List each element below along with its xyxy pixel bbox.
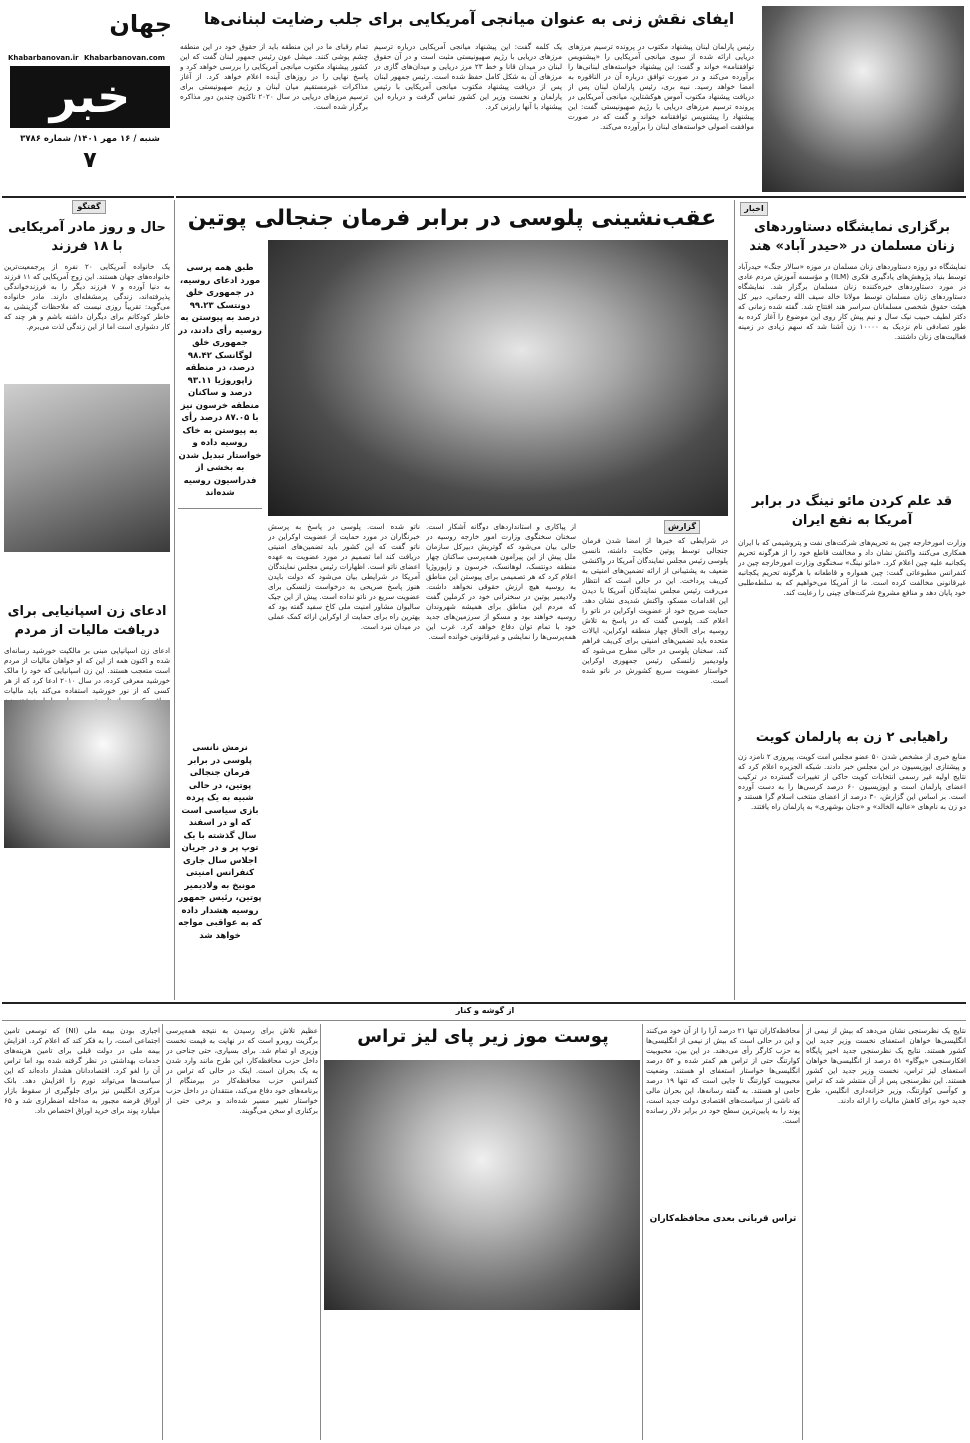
top-story-col-3: تمام رقبای ما در این منطقه باید از حقوق خود در این منطقه چشم پوشی کنند. میشل عون رئیس جمهور لبنان گفت که این کشور پیشنهاد مکتوب میانجی آمریکایی را بررسی خواهد کرد و پاسخ نهایی را در روزهای آینده اعلام خواهد کرد. از آغاز مذاکرات غیرمستقیم میان لبنان و رژیم صهیونیستی برای ترسیم مرزهای دریایی در سال ۲۰۲۰ تاکنون چندین دور مذاکره برگزار شده است.: [180, 42, 368, 111]
left-story2-text: وزارت امورخارجه چین به تحریم‌های شرکت‌های نفت و پتروشیمی که با ایران همکاری می‌کنند واکنش نشان داد و مخالفت قاطع خود را از هرگونه تحریم یکجانبه علیه چین اعلام کرد. «مائو نینگ» سخنگوی وزارت امورخارجه چین در کنفرانس مطبوعاتی گفت: چین همواره و قاطعانه با هرگونه تحریم یکجانبه غیرقانونی مخالفت کرده است. ما از آمریکا می‌خواهیم که به سلطه‌طلبی خود پایان دهد و منافع مشروع شرکت‌های چینی را رعایت کند.: [738, 538, 966, 597]
bottom-story-title: پوست موز زیر پای لیز تراس: [357, 1026, 609, 1047]
divider: [162, 1024, 163, 1440]
masthead-section: جهان: [109, 10, 172, 38]
left-story1-title: برگزاری نمایشگاه دستاوردهای زنان مسلمان در «حیدر آباد» هند: [749, 220, 955, 254]
family-photo: [4, 384, 170, 552]
left-story3-title: راهیابی ۲ زن به پارلمان کویت: [755, 730, 949, 745]
right-story1-title: حال و روز مادر آمریکایی با ۱۸ فرزند: [8, 220, 166, 254]
section-tag-corners: از گوشه و کنار: [455, 1006, 515, 1015]
logo: خبر: [10, 66, 170, 128]
top-story-col-1: رئیس پارلمان لبنان پیشنهاد مکتوب در پرونده ترسیم مرزهای دریایی ارائه شده از سوی میانجی آمریکایی را «پیشنویس توافقنامه» خواند و گفت: این پیشنهاد خواسته‌های لبنانی‌ها را برآورده می‌کند و در صورت توافق درباره آن در الناقوره به امضا خواهد رسید. نبیه بری، رئیس پارلمان لبنان پس از دریافت پیشنهاد مکتوب آموس هوکشتاین، میانجی آمریکایی در پرونده ترسیم مرزهای دریایی با رژیم صهیونیستی گفت: این پیشنهاد را پیشنویس توافقنامه خواند و گفت که در صورت موافقت اصولی خواسته‌های لبنان را برآورده می‌کند.: [568, 42, 754, 131]
right-story2-text: ادعای زن اسپانیایی مبنی بر مالکیت خورشید رسانه‌ای شده و اکنون همه از این که او خواهان مالیات از مردم است متعجب هستند. این زن اسپانیایی که خود را مالک خورشید معرفی کرده، در سال ۲۰۱۰ ادعا کرد که از هر کسی که از نور خورشید استفاده می‌کند باید مالیات: [4, 646, 170, 695]
spanish-woman-photo: [4, 700, 170, 848]
truss-photo: [324, 1060, 640, 1310]
divider: [2, 196, 174, 198]
top-story-photo: [762, 6, 964, 192]
divider: [320, 1024, 321, 1440]
masthead-site-right[interactable]: Khabarbanovan.com: [84, 54, 166, 62]
divider: [174, 200, 175, 1000]
left-story1-text: نمایشگاه دو روزه دستاوردهای زنان مسلمان در موزه «سالار جنگ» حیدرآباد توسط بنیاد پژوهش‌های یادگیری فکری (ILM) و مؤسسه آموزش مردم عادی در مورد دستاوردهای خیره‌کننده زنان مسلمان برگزار شد. نمایشگاه دستاوردهای زنان مسلمان توسط مولانا خالد سیف الله رحمانی، دبیر کل هیئت حقوق شخصی مسلمانان سراسر هند افتتاح شد. گفته شده زمانی که دکتر لطیف حبیب نیک سال و نیم پیش کار روی این موضوع را آغاز کرده به طور تصادفی نام نزدیک به ۱۰۰۰۰ زن آشنا شد که سهم زیادی در زمینه فعالیت‌های زنان داشتند.: [738, 262, 966, 341]
left-story2-title: قد علم کردن مائو نینگ در برابر آمریکا به نفع ایران: [751, 494, 953, 528]
section-tag-talk: گفتگو: [72, 200, 106, 214]
masthead-site-left[interactable]: Khabarbanovan.ir: [8, 54, 79, 62]
right-story1-more: [4, 556, 170, 596]
bottom-col-3: عظیم تلاش برای رسیدن به نتیجه همه‌پرسی برگزیت روبرو است که در نهایت به قیمت نخست وزیری او تمام شد. برای بسیاری، حتی جناحی در داخل حزب محافظه‌کار، این طرح مانند وارد شدن به یک بحران است. اینک در حالی که تراس در کنفرانس حزب محافظه‌کار در بیرمنگام از برنامه‌های خود دفاع می‌کند، منتقدان در داخل حزب خواستار تغییر مسیر شده‌اند و برخی حتی از برکناری او سخن می‌گویند.: [166, 1026, 318, 1115]
left-story3-text: منابع خبری از مشخص شدن ۵۰ عضو مجلس امت کویت، پیروزی ۲ نامزد زن و پیشتازی اپوزیسیون در این مجلس خبر دادند. شبکه الجزیره اعلام کرد که نتایج اولیه غیر رسمی انتخابات کویت حاکی از تغییرات گسترده در ترکیب اعضای پارلمان است و اپوزیسیون ۶۰ درصد کرسی‌ها را به دست آورده است. بر اساس این گزارش، ۳۰ درصد از اعضای منتخب اسلام گرا هستند و دو زن به نام‌های «عالیه الخالد» و «جنان بوشهری» به پارلمان راه یافتند.: [738, 752, 966, 811]
top-story-title: ایفای نقش زنی به عنوان میانجی آمریکایی برای جلب رضایت لبنانی‌ها: [203, 10, 735, 28]
bottom-col-1: نتایج یک نظرسنجی نشان می‌دهد که بیش از نیمی از انگلیسی‌ها خواهان استعفای نخست وزیر جدید این کشور هستند. نتایج یک نظرسنجی جدید اخیر پایگاه افکارسنجی «یوگاو» ۵۱ درصد از انگلیسی‌ها خواهان استعفای لیز تراس، نخست وزیر جدید این کشور هستند. این نظرسنجی پس از آن منتشر شد که تراس و کوآسی کوارتنگ، وزیر خزانه‌داری انگلیس، طرح جدید خود برای کاهش مالیات را ارائه دادند.: [806, 1026, 966, 1105]
right-story2-title: ادعای زن اسپانیایی برای دریافت مالیات از مردم: [7, 604, 167, 638]
main-pullquote-2: نرمش نانسی پلوسی در برابر فرمان جنجالی پوتین، در حالی شبیه به یک پرده بازی سیاسی است که او در اسفند سال گذشته با یک توپ پر و در جریان اجلاس سال جاری کنفرانس امنیتی مونیخ به ولادیمیر پوتین، رئیس جمهور روسیه هشدار داده که به عواقبی مواجه خواهد شد: [178, 743, 262, 941]
divider: [2, 1002, 966, 1004]
divider: [642, 1024, 643, 1440]
main-story-col-1: در شرایطی که خبرها از امضا شدن فرمان جنجالی توسط پوتین حکایت داشته، نانسی پلوسی رئیس مجلس نمایندگان آمریکا در واکنشی ضعیف به پشتیبانی از ارائه تضمین‌های امنیتی به کی‌یف پرداخت. این در حالی است که انتظار می‌رفت رئیس مجلس نمایندگان آمریکا با دیدن این اقدامات مسکو، واکنش شدیدی نشان دهد. حمایت صریح خود از عضویت اوکراین در ناتو را اعلام کند. پلوسی گفت که در پاسخ به تلاش روسیه برای الحاق چهار منطقه اوکراین، ایالات متحده باید تضمین‌های امنیتی برای کی‌یف فراهم کند. سخنان پلوسی در حالی مطرح می‌شود که ولودیمیر زلنسکی رئیس جمهوری اوکراین خواستار عضویت سریع کشورش در ناتو شده است.: [582, 536, 728, 685]
main-story-photo: [268, 240, 728, 516]
bottom-col-2: محافظه‌کاران تنها ۲۱ درصد آرا را از آن خود می‌کنند و این در حالی است که بیش از نیمی از انگلیسی‌ها به حزب کارگر رأی می‌دهند. در این بین، محبوبیت کوارتنگ حتی از تراس هم کمتر شده و ۵۴ درصد انگلیسی‌ها خواستار استعفای او هستند. وضعیت محبوبیت کوارتنگ تا جایی است که تنها ۱۹ درصد حامی او هستند. به گفته رسانه‌ها، این بحران مالی که ناشی از سیاست‌های اقتصادی دولت جدید است، پوند را به پایین‌ترین سطح خود در برابر دلار رسانده است.: [646, 1026, 800, 1125]
section-tag-news: اخبار: [740, 202, 768, 216]
issue-date: شنبه / ۱۶ مهر ۱۴۰۱/ شماره ۳۷۸۶: [20, 134, 160, 144]
main-story-col-2: از پیاکاری و استانداردهای دوگانه آشکار است. سخنان سخنگوی وزارت امور خارجه روسیه در حالی بیان می‌شود که گوتریش دبیرکل سازمان ملل پیش از این پیرامون همه‌پرسی ساکنان چهار منطقه دونتسک، لوهانسک، خرسون و زاپوروژیا اعلام کرد که هر تصمیمی برای پیوستن این مناطق به روسیه هیچ ارزش حقوقی نخواهد داشت. ولادیمیر پوتین در سخنرانی خود در کرملین گفت که مردم این مناطق برای همیشه شهروندان روسیه خواهند بود و مسکو از سرزمین‌های جدید خود با تمام توان دفاع خواهد کرد. غرب این همه‌پرسی‌ها را نمایشی و غیرقانونی خوانده است.: [426, 522, 576, 641]
divider: [178, 508, 262, 509]
main-story-col-3: ناتو شده است. پلوسی در پاسخ به پرسش خبرنگاران در مورد حمایت از عضویت اوکراین در ناتو گفت که این کشور باید تضمین‌های امنیتی دریافت کند اما تصمیم در مورد عضویت به عهده اعضای ناتو است. اظهارات رئیس مجلس نمایندگان آمریکا در شرایطی بیان می‌شود که دولت بایدن هنوز پاسخ صریحی به درخواست زلنسکی برای عضویت سریع در ناتو نداده است. پیش از این جیک سالیوان مشاور امنیت ملی کاخ سفید گفته بود که بهترین راه برای حمایت از اوکراین ارائه کمک عملی در میدان نبرد است.: [268, 522, 420, 631]
page-number: ۷: [83, 148, 97, 173]
divider: [176, 196, 966, 198]
divider: [2, 1020, 966, 1021]
main-story-title: عقب‌نشینی پلوسی در برابر فرمان جنجالی پوتین: [187, 206, 717, 231]
top-story-col-2: یک کلمه گفت: این پیشنهاد میانجی آمریکایی درباره ترسیم مرزهای دریایی با رژیم صهیونیستی مثبت است و در آن حقوق لبنان در میدان قانا و خط ۲۳ مرز دریایی و میدان‌های گازی در مرزهای آن به شکل کامل حفظ شده است. رئیس جمهور لبنان پس از دریافت پیشنهاد مکتوب میانجی آمریکایی با رئیس پارلمان و نخست وزیر این کشور تماس گرفت و درباره این پیشنهاد با آنها رایزنی کرد.: [374, 42, 562, 111]
bottom-col-2b: [646, 1230, 800, 1438]
divider: [734, 200, 735, 1000]
masthead: [4, 6, 174, 182]
main-pullquote-1: طبق همه پرسی مورد ادعای روسیه، در جمهوری خلق دونتسک ۹۹.۲۳ درصد به پیوستن به روسیه رأی دادند، در جمهوری خلق لوگانسک ۹۸.۴۲ درصد، در منطقه زاپوروژیا ۹۳.۱۱ درصد و ساکنان منطقه خرسون نیز با ۸۷.۰۵ درصد رأی به پیوستن به خاک روسیه داده و خواستار تبدیل شدن به بخشی از فدراسیون روسیه شده‌اند: [178, 263, 262, 498]
divider: [802, 1024, 803, 1440]
right-story1-text: یک خانواده آمریکایی ۲۰ نفره از پرجمعیت‌ترین خانواده‌های جهان هستند. این زوج آمریکایی که ۱۱ فرزند به دنیا آورده و ۷ فرزند دیگر را به فرزندخواندگی پذیرفته‌اند، زندگی پرمشغله‌ای دارند. مادر خانواده می‌گوید: تقریباً روزی نیست که ملاحظات گزینشی به خاطر کودکانم برای دیگران داشته باشم و هر چند که کار دشواری است اما از این زندگی لذت می‌برم.: [4, 262, 170, 331]
bottom-col-4: اجباری بودن بیمه ملی (NI) که توسعی تامین اجتماعی است، را به فکر کند که اعلام کرد. افزایش بیمه ملی در دولت قبلی برای تامین هزینه‌های خدمات بهداشتی در نظر گرفته شده بود اما تراس آن را لغو کرد. اقتصاددانان هشدار داده‌اند که این سیاست‌ها می‌تواند تورم را افزایش دهد. بانک مرکزی انگلیس نیز برای جلوگیری از سقوط بازار اوراق قرضه مجبور به مداخله اضطراری شد و ۶۵ میلیارد پوند برای خرید اوراق اختصاص داد.: [4, 1026, 160, 1115]
kicker-report: گزارش: [664, 520, 700, 534]
bottom-subhead: تراس قربانی بعدی محافظه‌کاران: [649, 1214, 797, 1224]
